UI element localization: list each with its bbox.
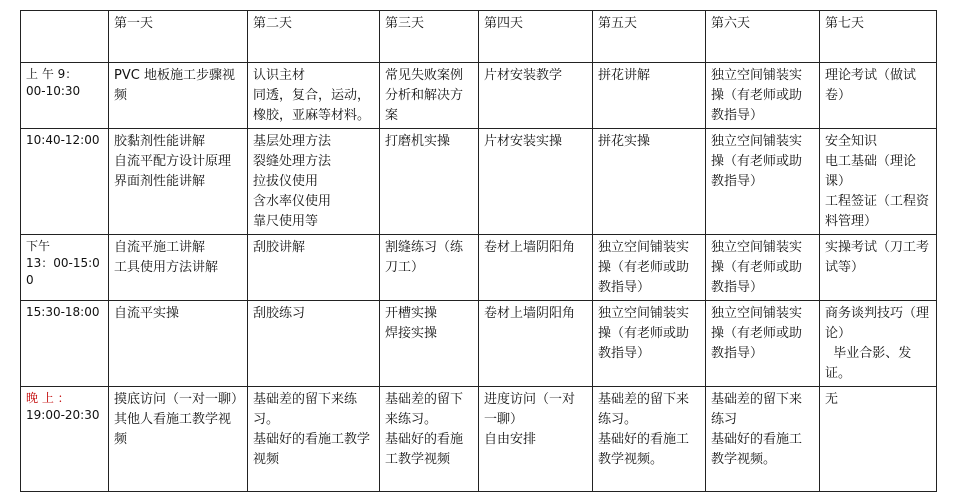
activity-cell	[380, 387, 479, 492]
day-header: 第五天	[593, 11, 706, 63]
activity-cell	[706, 129, 820, 235]
activity-cell	[109, 235, 248, 301]
activity-cell	[479, 387, 593, 492]
activity-text: 自流平施工讲解	[114, 240, 206, 255]
time-slot-cell	[21, 235, 109, 301]
activity-text: 基层处理方法	[253, 134, 332, 149]
activity-cell	[820, 235, 937, 301]
activity-cell	[109, 387, 248, 492]
activity-text: 靠尺使用等	[253, 214, 319, 229]
activity-text: PVC 地板施工步骤视频	[114, 68, 235, 103]
time-slot-cell	[21, 301, 109, 387]
activity-cell	[479, 129, 593, 235]
activity-cell	[820, 387, 937, 492]
activity-cell	[380, 129, 479, 235]
activity-cell	[706, 387, 820, 492]
activity-text: 自流平配方设计原理	[114, 154, 232, 169]
activity-text: 基础差的留下来练习。	[253, 392, 358, 427]
time-slot-text: 13：00-15:00	[26, 256, 100, 287]
activity-text: 卷材上墙阴阳角	[484, 306, 576, 321]
activity-cell	[248, 301, 380, 387]
day-header: 第七天	[820, 11, 937, 63]
activity-text: 电工基础（理论课）	[825, 154, 917, 189]
activity-text: 胶黏剂性能讲解	[114, 134, 206, 149]
activity-cell	[380, 301, 479, 387]
activity-text: 理论考试（做试卷）	[825, 68, 917, 103]
activity-text: 工具使用方法讲解	[114, 260, 219, 275]
activity-text: 常见失败案例分析和解决方案	[385, 68, 464, 123]
day-header: 第六天	[706, 11, 820, 63]
time-slot-cell	[21, 129, 109, 235]
time-slot-cell	[21, 387, 109, 492]
activity-text: 摸底访问（一对一聊）	[114, 392, 245, 407]
activity-cell	[820, 301, 937, 387]
activity-text: 基础好的看施工教学视频。	[711, 432, 803, 467]
activity-text: 独立空间铺装实操（有老师或助教指导）	[598, 240, 690, 295]
activity-text: 其他人看施工教学视频	[114, 412, 232, 447]
activity-cell	[593, 301, 706, 387]
activity-cell	[248, 235, 380, 301]
header-row	[21, 11, 937, 63]
time-slot-text: 15:30-18:00	[26, 305, 100, 319]
time-slot-text: 00-10:30	[26, 84, 81, 98]
activity-text: 割缝练习（练刀工）	[385, 240, 464, 275]
activity-text: 裂缝处理方法	[253, 154, 332, 169]
activity-cell	[109, 301, 248, 387]
time-slot-text: 19:00-20:30	[26, 408, 100, 422]
activity-cell	[248, 63, 380, 129]
schedule-body	[21, 11, 937, 492]
activity-text: 刮胶练习	[253, 306, 306, 321]
activity-text: 刮胶讲解	[253, 240, 306, 255]
schedule-row	[21, 129, 937, 235]
activity-text: 打磨机实操	[385, 134, 451, 149]
activity-text: 工程签证（工程资料管理）	[825, 194, 930, 229]
activity-cell	[706, 301, 820, 387]
activity-text: 开槽实操	[385, 306, 438, 321]
day-header: 第一天	[109, 11, 248, 63]
activity-cell	[248, 387, 380, 492]
activity-cell	[109, 129, 248, 235]
activity-cell	[380, 235, 479, 301]
time-slot-text: 下午	[26, 239, 51, 253]
activity-cell	[593, 235, 706, 301]
activity-text: 无	[825, 392, 839, 407]
activity-cell	[479, 235, 593, 301]
activity-text: 片材安装教学	[484, 68, 563, 83]
activity-text: 焊接实操	[385, 326, 438, 341]
activity-cell	[706, 235, 820, 301]
activity-text: 拉拔仪使用	[253, 174, 319, 189]
activity-cell	[706, 63, 820, 129]
activity-cell	[593, 129, 706, 235]
activity-text: 独立空间铺装实操（有老师或助教指导）	[711, 240, 803, 295]
schedule-row	[21, 63, 937, 129]
activity-text: 基础差的留下来练习	[711, 392, 803, 427]
activity-text: 独立空间铺装实操（有老师或助教指导）	[711, 306, 803, 361]
day-header: 第四天	[479, 11, 593, 63]
time-slot-text: 10:40-12:00	[26, 133, 100, 147]
activity-text: 同透，复合，运动，橡胶，亚麻等材料。	[253, 88, 371, 123]
activity-text: 毕业合影、发证。	[825, 346, 912, 381]
activity-text: 认识主材	[253, 68, 306, 83]
activity-cell	[248, 129, 380, 235]
activity-text: 含水率仪使用	[253, 194, 332, 209]
activity-text: 基础好的看施工教学视频	[385, 432, 464, 467]
activity-text: 进度访问（一对一聊）	[484, 392, 576, 427]
activity-text: 基础差的留下来练习。	[385, 392, 464, 427]
activity-text: 基础差的留下来练习。	[598, 392, 690, 427]
activity-cell	[380, 63, 479, 129]
activity-text: 自流平实操	[114, 306, 180, 321]
time-slot-text: 上 午 9：	[26, 67, 78, 81]
activity-text: 界面剂性能讲解	[114, 174, 206, 189]
schedule-row	[21, 387, 937, 492]
corner-cell	[21, 11, 109, 63]
activity-text: 实操考试（刀工考试等）	[825, 240, 930, 275]
activity-cell	[593, 63, 706, 129]
activity-text: 独立空间铺装实操（有老师或助教指导）	[711, 68, 803, 123]
time-slot-cell	[21, 63, 109, 129]
activity-text: 独立空间铺装实操（有老师或助教指导）	[711, 134, 803, 189]
activity-cell	[820, 129, 937, 235]
activity-cell	[479, 301, 593, 387]
activity-text: 商务谈判技巧（理论）	[825, 306, 930, 341]
activity-text: 拼花实操	[598, 134, 651, 149]
activity-cell	[593, 387, 706, 492]
activity-cell	[820, 63, 937, 129]
activity-text: 片材安装实操	[484, 134, 563, 149]
activity-text: 基础好的看施工教学视频。	[598, 432, 690, 467]
activity-text: 独立空间铺装实操（有老师或助教指导）	[598, 306, 690, 361]
day-header: 第三天	[380, 11, 479, 63]
activity-cell	[479, 63, 593, 129]
time-slot-text: 晚 上 ：	[26, 391, 70, 405]
day-header: 第二天	[248, 11, 380, 63]
activity-text: 安全知识	[825, 134, 878, 149]
training-schedule-table	[20, 10, 937, 492]
activity-text: 基础好的看施工教学视频	[253, 432, 371, 467]
activity-text: 拼花讲解	[598, 68, 651, 83]
activity-text: 自由安排	[484, 432, 537, 447]
schedule-row	[21, 235, 937, 301]
activity-text: 卷材上墙阴阳角	[484, 240, 576, 255]
schedule-row	[21, 301, 937, 387]
activity-cell	[109, 63, 248, 129]
